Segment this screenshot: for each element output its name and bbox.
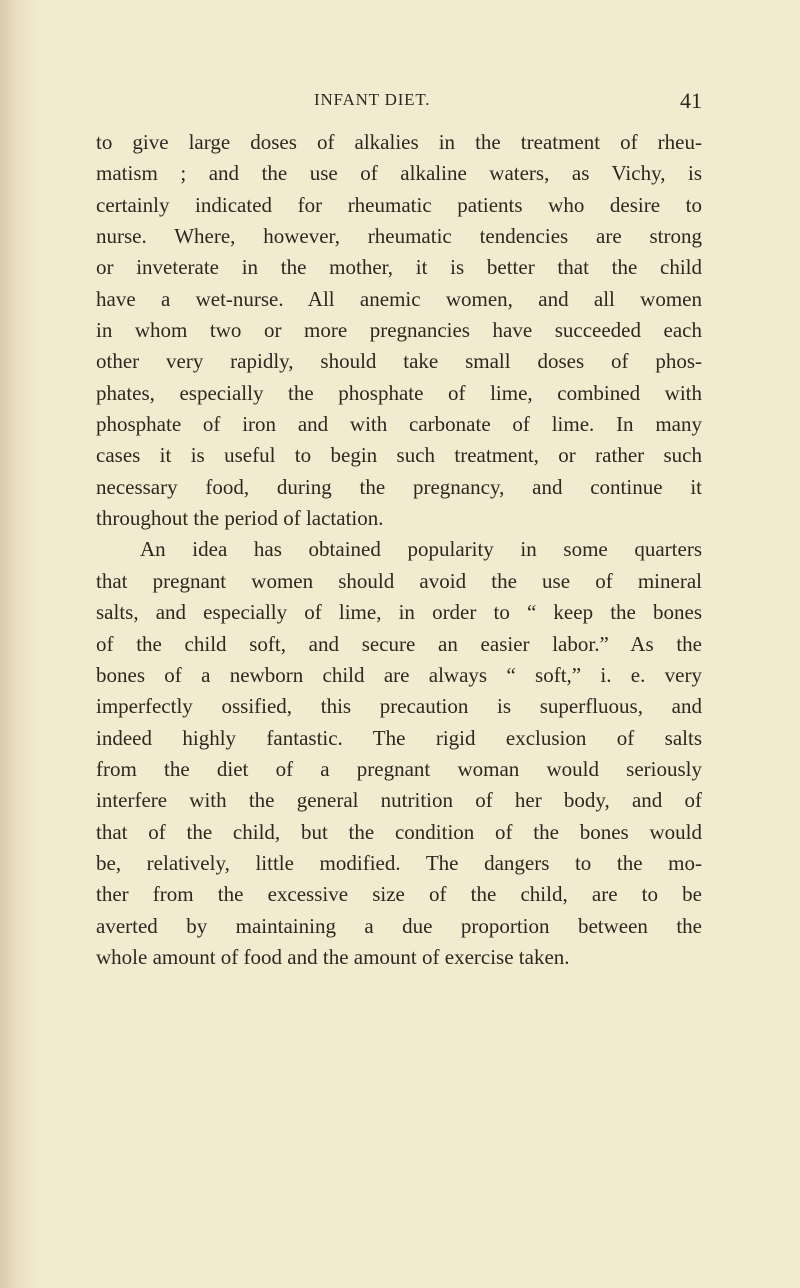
text-line: averted by maintaining a due proportion between the (96, 913, 702, 938)
text-line: phates, especially the phosphate of lime, combined with (96, 380, 702, 405)
text-line: interfere with the general nutrition of her body, and of (96, 788, 702, 813)
text-line: cases it is useful to begin such treatment, or rather such (96, 443, 702, 468)
text-line: ther from the excessive size of the child, are to be (96, 882, 702, 907)
paragraph-start-line: An idea has obtained popularity in some quarters (140, 537, 702, 562)
text-line: phosphate of iron and with carbonate of lime. In many (96, 412, 702, 437)
text-line: other very rapidly, should take small doses of phos- (96, 349, 702, 374)
text-line: of the child soft, and secure an easier labor.” As the (96, 631, 702, 656)
page-number: 41 (680, 88, 702, 113)
paragraph-end-line: throughout the period of lactation. (96, 506, 384, 531)
text-line: from the diet of a pregnant woman would seriously (96, 756, 702, 781)
text-line: imperfectly ossified, this precaution is superfluous, and (96, 694, 702, 719)
text-line: necessary food, during the pregnancy, and continue it (96, 474, 702, 499)
text-line: bones of a newborn child are always “ soft,” i. e. very (96, 662, 702, 687)
running-title: INFANT DIET. (314, 90, 431, 109)
text-line: nurse. Where, however, rheumatic tendencies are strong (96, 224, 702, 249)
text-line: matism ; and the use of alkaline waters, as Vichy, is (96, 161, 702, 186)
text-line: to give large doses of alkalies in the treatment of rheu- (96, 130, 702, 154)
text-line: certainly indicated for rheumatic patients who desire to (96, 192, 702, 217)
body-text (96, 127, 702, 973)
text-line: indeed highly fantastic. The rigid exclusion of salts (96, 725, 702, 750)
text-line: or inveterate in the mother, it is better that the child (96, 255, 702, 280)
text-line: that pregnant women should avoid the use of mineral (96, 568, 702, 593)
running-head (96, 88, 702, 118)
text-line: have a wet-nurse. All anemic women, and all women (96, 286, 702, 311)
text-line: be, relatively, little modified. The dangers to the mo- (96, 850, 702, 875)
text-line: in whom two or more pregnancies have succeeded each (96, 318, 702, 343)
paragraph-end-line: whole amount of food and the amount of exercise taken. (96, 944, 570, 969)
text-line: that of the child, but the condition of the bones would (96, 819, 702, 844)
text-line: salts, and especially of lime, in order to “ keep the bones (96, 600, 702, 625)
